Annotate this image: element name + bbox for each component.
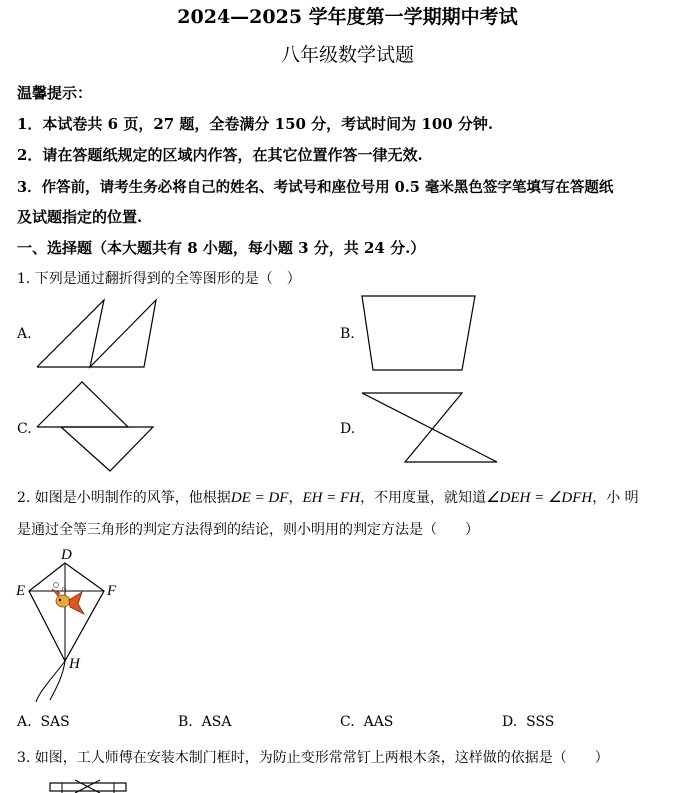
q2-option-a-text: SAS [40,714,70,730]
notice-item-3-line2: 及试题指定的位置. [17,208,143,226]
notice-heading: 温馨提示： [17,84,93,102]
q2-equation-de-df: DE = DF [230,490,289,506]
q2-option-a-letter: A. [17,714,32,730]
section-heading: 一、选择题（本大题共有 8 小题，每小题 3 分，共 24 分.） [17,239,426,257]
question-1-stem: 1. 下列是通过翻折得到的全等图形的是（ ） [17,271,301,287]
q2-separator: ， [288,490,303,506]
kite-label-e: E [16,583,26,599]
question-2-stem-line2: 是通过全等三角形的判定方法得到的结论，则小明用的判定方法是（ ） [17,522,479,538]
q1-option-d-label: D. [340,421,356,437]
exam-title: 2024—2025 学年度第一学期期中考试 [177,6,518,28]
q2-equation-angles: ∠DEH = ∠DFH [486,490,593,506]
q1-option-a-label: A. [17,326,32,342]
q2-stem-part2: ，不用度量，就知道 [360,490,487,506]
q1-option-c-label: C. [17,421,32,437]
notice-item-3-line1: 3．作答前，请考生务必将自己的姓名、考试号和座位号用 0.5 毫米黑色签字笔填写在答题纸 [17,179,614,196]
q1-option-b-label: B. [340,326,355,342]
notice-item-1: 1．本试卷共 6 页，27 题，全卷满分 150 分，考试时间为 100 分钟. [17,115,494,133]
kite-label-h: H [69,656,80,672]
q2-option-c-text: AAS [363,714,394,730]
q2-option-b-letter: B. [178,714,193,730]
kite-label-f: F [107,583,117,599]
exam-subtitle: 八年级数学试题 [280,44,414,66]
q2-option-d-text: SSS [526,714,555,730]
q2-option-d-letter: D. [502,714,518,730]
question-3-stem: 3. 如图，工人师傅在安装木制门框时，为防止变形常常钉上两根木条，这样做的依据是（ ） [17,750,609,766]
q2-stem-part3: ，小 明 [592,490,639,506]
notice-item-2: 2．请在答题纸规定的区域内作答，在其它位置作答一律无效. [17,146,423,164]
q2-option-c-letter: C. [340,714,355,730]
q2-equation-eh-fh: EH = FH [302,490,361,506]
q2-stem-part1: 2. 如图是小明制作的风筝，他根据 [17,490,231,506]
kite-label-d: D [61,547,72,563]
q2-option-b-text: ASA [201,714,232,730]
